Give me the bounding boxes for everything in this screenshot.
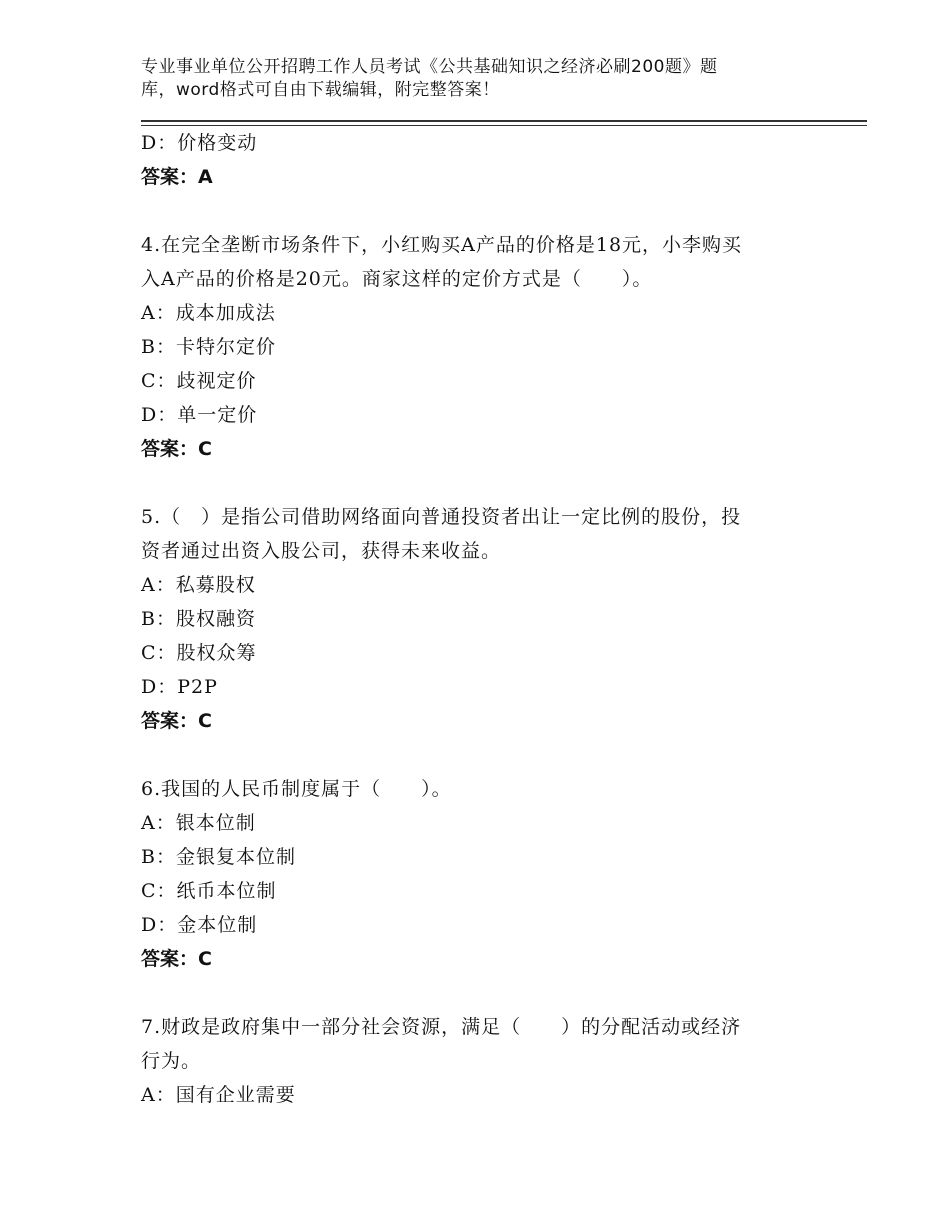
spacer xyxy=(141,194,841,228)
q5-option-d: D：P2P xyxy=(141,676,218,698)
question-3-tail xyxy=(141,126,841,194)
q6-answer: 答案：C xyxy=(141,948,212,970)
q5-option-c: C：股权众筹 xyxy=(141,642,257,664)
spacer xyxy=(141,738,841,772)
spacer xyxy=(141,976,841,1010)
document-header xyxy=(141,56,821,102)
q3-answer: 答案：A xyxy=(141,166,213,188)
question-4 xyxy=(141,228,841,466)
q5-stem-line-2: 资者通过出资入股公司，获得未来收益。 xyxy=(141,540,502,562)
q4-answer: 答案：C xyxy=(141,438,212,460)
spacer xyxy=(141,466,841,500)
header-divider-thick xyxy=(141,120,867,122)
q6-option-d: D：金本位制 xyxy=(141,914,258,936)
question-5 xyxy=(141,500,841,738)
q4-stem-line-2: 入A产品的价格是20元。商家这样的定价方式是（ ）。 xyxy=(141,268,653,290)
q5-option-b: B：股权融资 xyxy=(141,608,256,630)
q3-option-d: D：价格变动 xyxy=(141,132,258,154)
q4-option-d: D：单一定价 xyxy=(141,404,258,426)
header-title-line-1: 专业事业单位公开招聘工作人员考试《公共基础知识之经济必刷200题》题 xyxy=(141,57,718,77)
q5-answer: 答案：C xyxy=(141,710,212,732)
q5-stem-line-1: 5.（ ）是指公司借助网络面向普通投资者出让一定比例的股份，投 xyxy=(141,506,742,528)
q4-option-c: C：歧视定价 xyxy=(141,370,257,392)
q5-option-a: A：私募股权 xyxy=(141,574,256,596)
q6-option-a: A：银本位制 xyxy=(141,812,256,834)
question-6 xyxy=(141,772,841,976)
q4-option-b: B：卡特尔定价 xyxy=(141,336,276,358)
q4-stem-line-1: 4.在完全垄断市场条件下，小红购买A产品的价格是18元，小李购买 xyxy=(141,234,743,256)
q7-stem-line-1: 7.财政是政府集中一部分社会资源，满足（ ）的分配活动或经济 xyxy=(141,1016,742,1038)
q4-option-a: A：成本加成法 xyxy=(141,302,276,324)
q7-option-a: A：国有企业需要 xyxy=(141,1084,296,1106)
q6-stem-line-1: 6.我国的人民币制度属于（ ）。 xyxy=(141,778,452,800)
header-title-line-2: 库，word格式可自由下载编辑，附完整答案！ xyxy=(141,80,500,100)
q7-stem-line-2: 行为。 xyxy=(141,1050,202,1072)
q6-option-c: C：纸币本位制 xyxy=(141,880,277,902)
q6-option-b: B：金银复本位制 xyxy=(141,846,296,868)
question-list xyxy=(141,126,841,1112)
question-7 xyxy=(141,1010,841,1112)
